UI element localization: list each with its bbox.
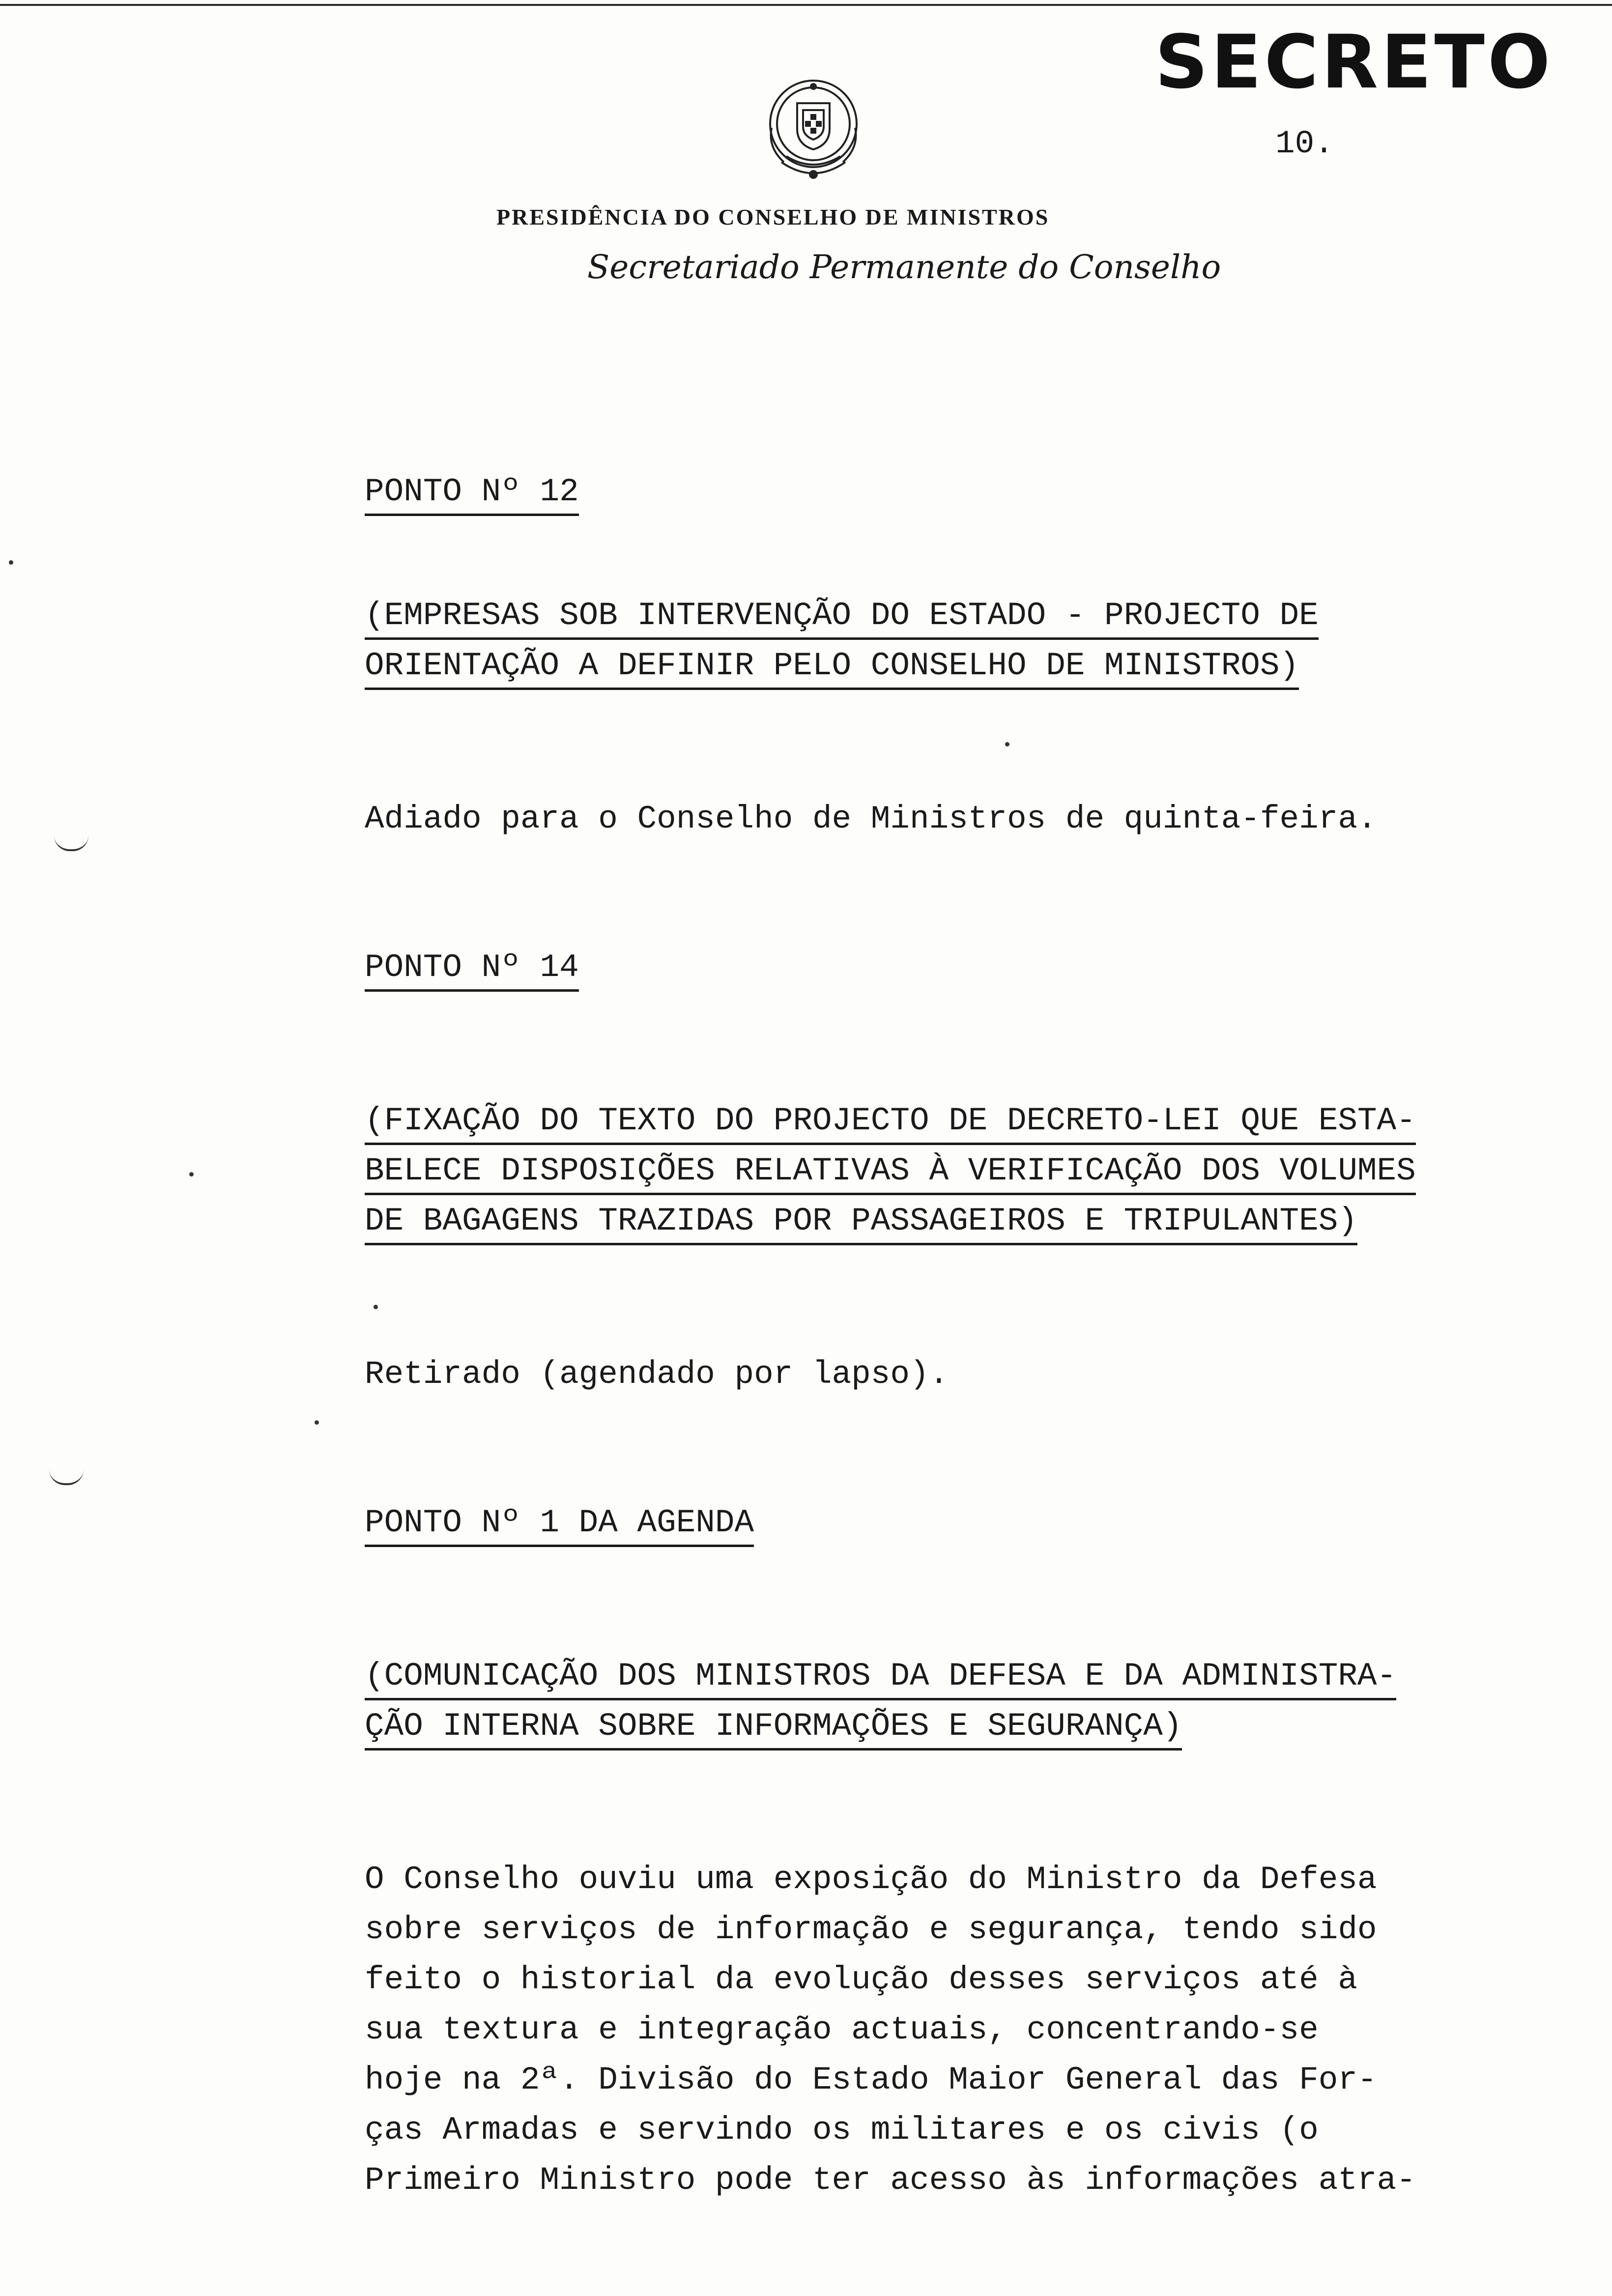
item-heading: PONTO Nº 12	[365, 467, 1446, 517]
item-subject-line: DE BAGAGENS TRAZIDAS POR PASSAGEIROS E TRIPULANTES)	[365, 1196, 1446, 1246]
minutes-body	[365, 467, 1446, 2206]
item-body-line: feito o historial da evolução desses serviços até à	[365, 1961, 1357, 1998]
item-body-line: O Conselho ouviu uma exposição do Ministro da Defesa	[365, 1861, 1377, 1898]
item-subject-line: (FIXAÇÃO DO TEXTO DO PROJECTO DE DECRETO-LEI QUE ESTA-	[365, 1096, 1446, 1146]
scan-speck	[374, 1305, 378, 1309]
office-name: Secretariado Permanente do Conselho	[587, 248, 1221, 286]
item-subject-line: BELECE DISPOSIÇÕES RELATIVAS À VERIFICAÇÃO DOS VOLUMES	[365, 1146, 1446, 1196]
item-body-line: Adiado para o Conselho de Ministros de quinta-feira.	[365, 801, 1377, 837]
item-heading: PONTO Nº 14	[365, 943, 1446, 993]
item-body-line: hoje na 2ª. Divisão do Estado Maior General das For-	[365, 2062, 1377, 2098]
item-body-line: Primeiro Ministro pode ter acesso às informações atra-	[365, 2162, 1416, 2199]
scan-speck	[9, 560, 13, 565]
scan-speck	[1005, 742, 1009, 746]
item-subject-line: (EMPRESAS SOB INTERVENÇÃO DO ESTADO - PROJECTO DE	[365, 591, 1446, 641]
scan-speck	[315, 1420, 319, 1425]
punch-mark	[49, 1469, 84, 1485]
item-heading: PONTO Nº 1 DA AGENDA	[365, 1498, 1446, 1548]
item-body-line: sobre serviços de informação e segurança, tendo sido	[365, 1911, 1377, 1948]
portuguese-coat-of-arms-icon	[752, 69, 875, 192]
classification-stamp: SECRETO	[1155, 20, 1554, 105]
item-subject-line: ORIENTAÇÃO A DEFINIR PELO CONSELHO DE MINISTROS)	[365, 641, 1446, 691]
item-subject-line: (COMUNICAÇÃO DOS MINISTROS DA DEFESA E DA ADMINISTRA-	[365, 1651, 1446, 1701]
item-body-line: sua textura e integração actuais, concentrando-se	[365, 2011, 1319, 2048]
scan-speck	[189, 1172, 194, 1177]
top-edge-line	[0, 4, 1612, 6]
punch-mark	[54, 835, 88, 851]
page-number: 10.	[1275, 125, 1334, 162]
item-body-line: Retirado (agendado por lapso).	[365, 1356, 949, 1393]
item-body-line: ças Armadas e servindo os militares e os civis (o	[365, 2112, 1319, 2149]
institution-name: PRESIDÊNCIA DO CONSELHO DE MINISTROS	[496, 204, 1050, 230]
item-subject-line: ÇÃO INTERNA SOBRE INFORMAÇÕES E SEGURANÇA)	[365, 1701, 1446, 1751]
